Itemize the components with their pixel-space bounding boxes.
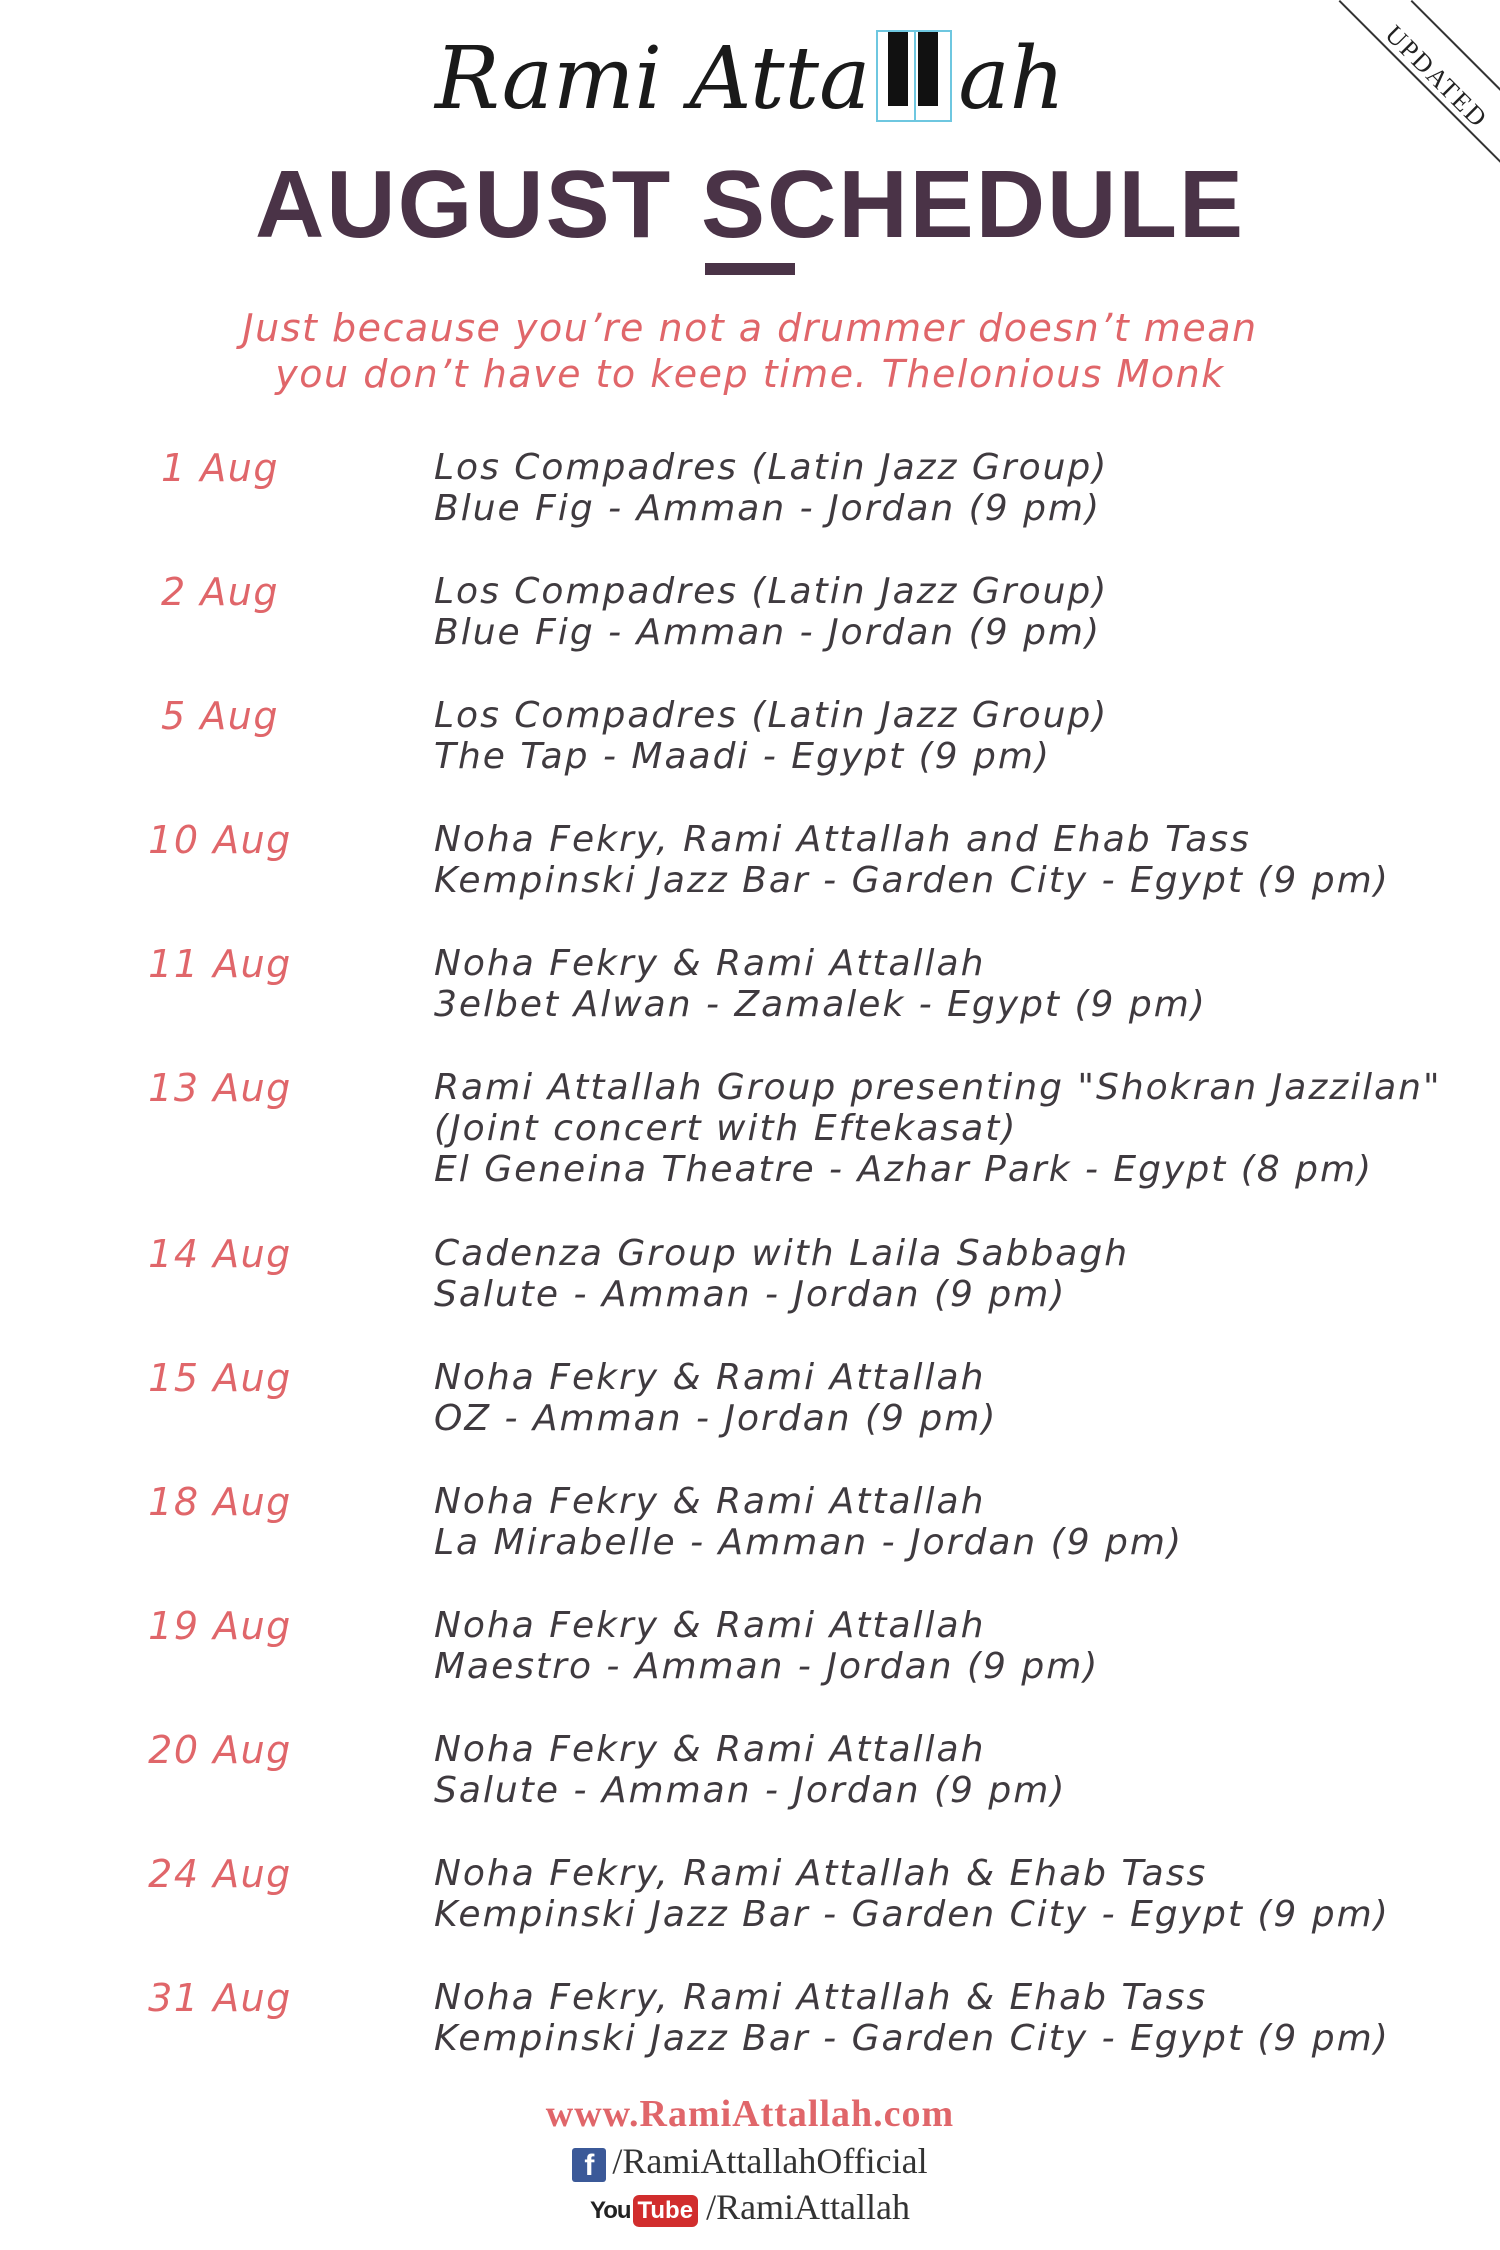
event-details [434,1481,1183,1563]
event-details [434,1233,1129,1315]
event-details [434,1067,1442,1190]
event-details [434,943,1207,1025]
event-details [434,1729,1066,1811]
event-detail-line: (Joint concert with Eftekasat) [434,1108,1018,1149]
event-date: 5 Aug [161,694,279,738]
event-detail-line: Los Compadres (Latin Jazz Group) [434,571,1109,612]
event-date: 2 Aug [161,570,279,614]
event-details [434,1605,1099,1687]
event-details [434,695,1108,777]
event-details [434,1853,1390,1935]
event-detail-line: Noha Fekry & Rami Attallah [434,943,986,984]
event-detail-line: The Tap - Maadi - Egypt (9 pm) [434,736,1051,777]
youtube-icon: You Tube [590,2195,698,2227]
event-detail-line: Cadenza Group with Laila Sabbagh [434,1233,1130,1274]
event-date: 24 Aug [148,1852,292,1896]
event-detail-line: Noha Fekry & Rami Attallah [434,1729,986,1770]
event-detail-line: Noha Fekry & Rami Attallah [434,1357,986,1398]
event-details [434,447,1108,529]
event-details [434,1357,997,1439]
updated-badge: UPDATED [1379,19,1494,134]
logo-text-left: Rami Atta [434,29,871,129]
logo [0,29,1500,129]
quote-line-2: you don’t have to keep time. Thelonious Monk [275,352,1225,396]
event-detail-line: La Mirabelle - Amman - Jordan (9 pm) [434,1522,1184,1563]
event-detail-line: Noha Fekry & Rami Attallah [434,1481,986,1522]
facebook-icon: f [572,2148,606,2182]
event-date: 11 Aug [148,942,292,986]
event-detail-line: Salute - Amman - Jordan (9 pm) [434,1770,1067,1811]
event-detail-line: Salute - Amman - Jordan (9 pm) [434,1274,1067,1315]
event-date: 18 Aug [148,1480,292,1524]
youtube-handle: /RamiAttallah [706,2187,911,2227]
event-details [434,571,1108,653]
event-detail-line: Noha Fekry & Rami Attallah [434,1605,986,1646]
event-detail-line: Rami Attallah Group presenting "Shokran Jazzilan" [434,1067,1442,1108]
event-detail-line: Kempinski Jazz Bar - Garden City - Egypt (9 pm) [434,1894,1390,1935]
event-detail-line: Kempinski Jazz Bar - Garden City - Egypt (9 pm) [434,2018,1390,2059]
event-detail-line: Blue Fig - Amman - Jordan (9 pm) [434,488,1102,529]
title-underline [705,263,795,275]
event-detail-line: Los Compadres (Latin Jazz Group) [434,447,1109,488]
facebook-handle: /RamiAttallahOfficial [612,2141,928,2181]
event-detail-line: El Geneina Theatre - Azhar Park - Egypt (8 pm) [434,1149,1374,1190]
event-date: 14 Aug [148,1232,292,1276]
event-details [434,819,1390,901]
event-detail-line: 3elbet Alwan - Zamalek - Egypt (9 pm) [434,984,1207,1025]
event-date: 15 Aug [148,1356,292,1400]
event-date: 10 Aug [148,818,292,862]
event-detail-line: Blue Fig - Amman - Jordan (9 pm) [434,612,1102,653]
piano-keys-icon [876,30,952,122]
event-detail-line: Noha Fekry, Rami Attallah and Ehab Tass [434,819,1251,860]
event-details [434,1977,1390,2059]
website-link[interactable]: www.RamiAttallah.com [545,2093,955,2135]
event-detail-line: Noha Fekry, Rami Attallah & Ehab Tass [434,1977,1208,2018]
event-date: 19 Aug [148,1604,292,1648]
logo-text-right: ah [958,29,1066,129]
youtube-link[interactable] [0,2186,1500,2228]
event-detail-line: Los Compadres (Latin Jazz Group) [434,695,1109,736]
event-detail-line: OZ - Amman - Jordan (9 pm) [434,1398,998,1439]
event-date: 20 Aug [148,1728,292,1772]
event-detail-line: Kempinski Jazz Bar - Garden City - Egypt (9 pm) [434,860,1390,901]
event-detail-line: Maestro - Amman - Jordan (9 pm) [434,1646,1100,1687]
facebook-link[interactable] [0,2140,1500,2182]
event-date: 13 Aug [148,1066,292,1110]
event-detail-line: Noha Fekry, Rami Attallah & Ehab Tass [434,1853,1208,1894]
event-date: 31 Aug [148,1976,292,2020]
event-date: 1 Aug [161,446,279,490]
page-title: AUGUST SCHEDULE [254,151,1246,258]
quote [0,305,1500,397]
quote-line-1: Just because you’re not a drummer doesn’t mean [242,306,1258,350]
